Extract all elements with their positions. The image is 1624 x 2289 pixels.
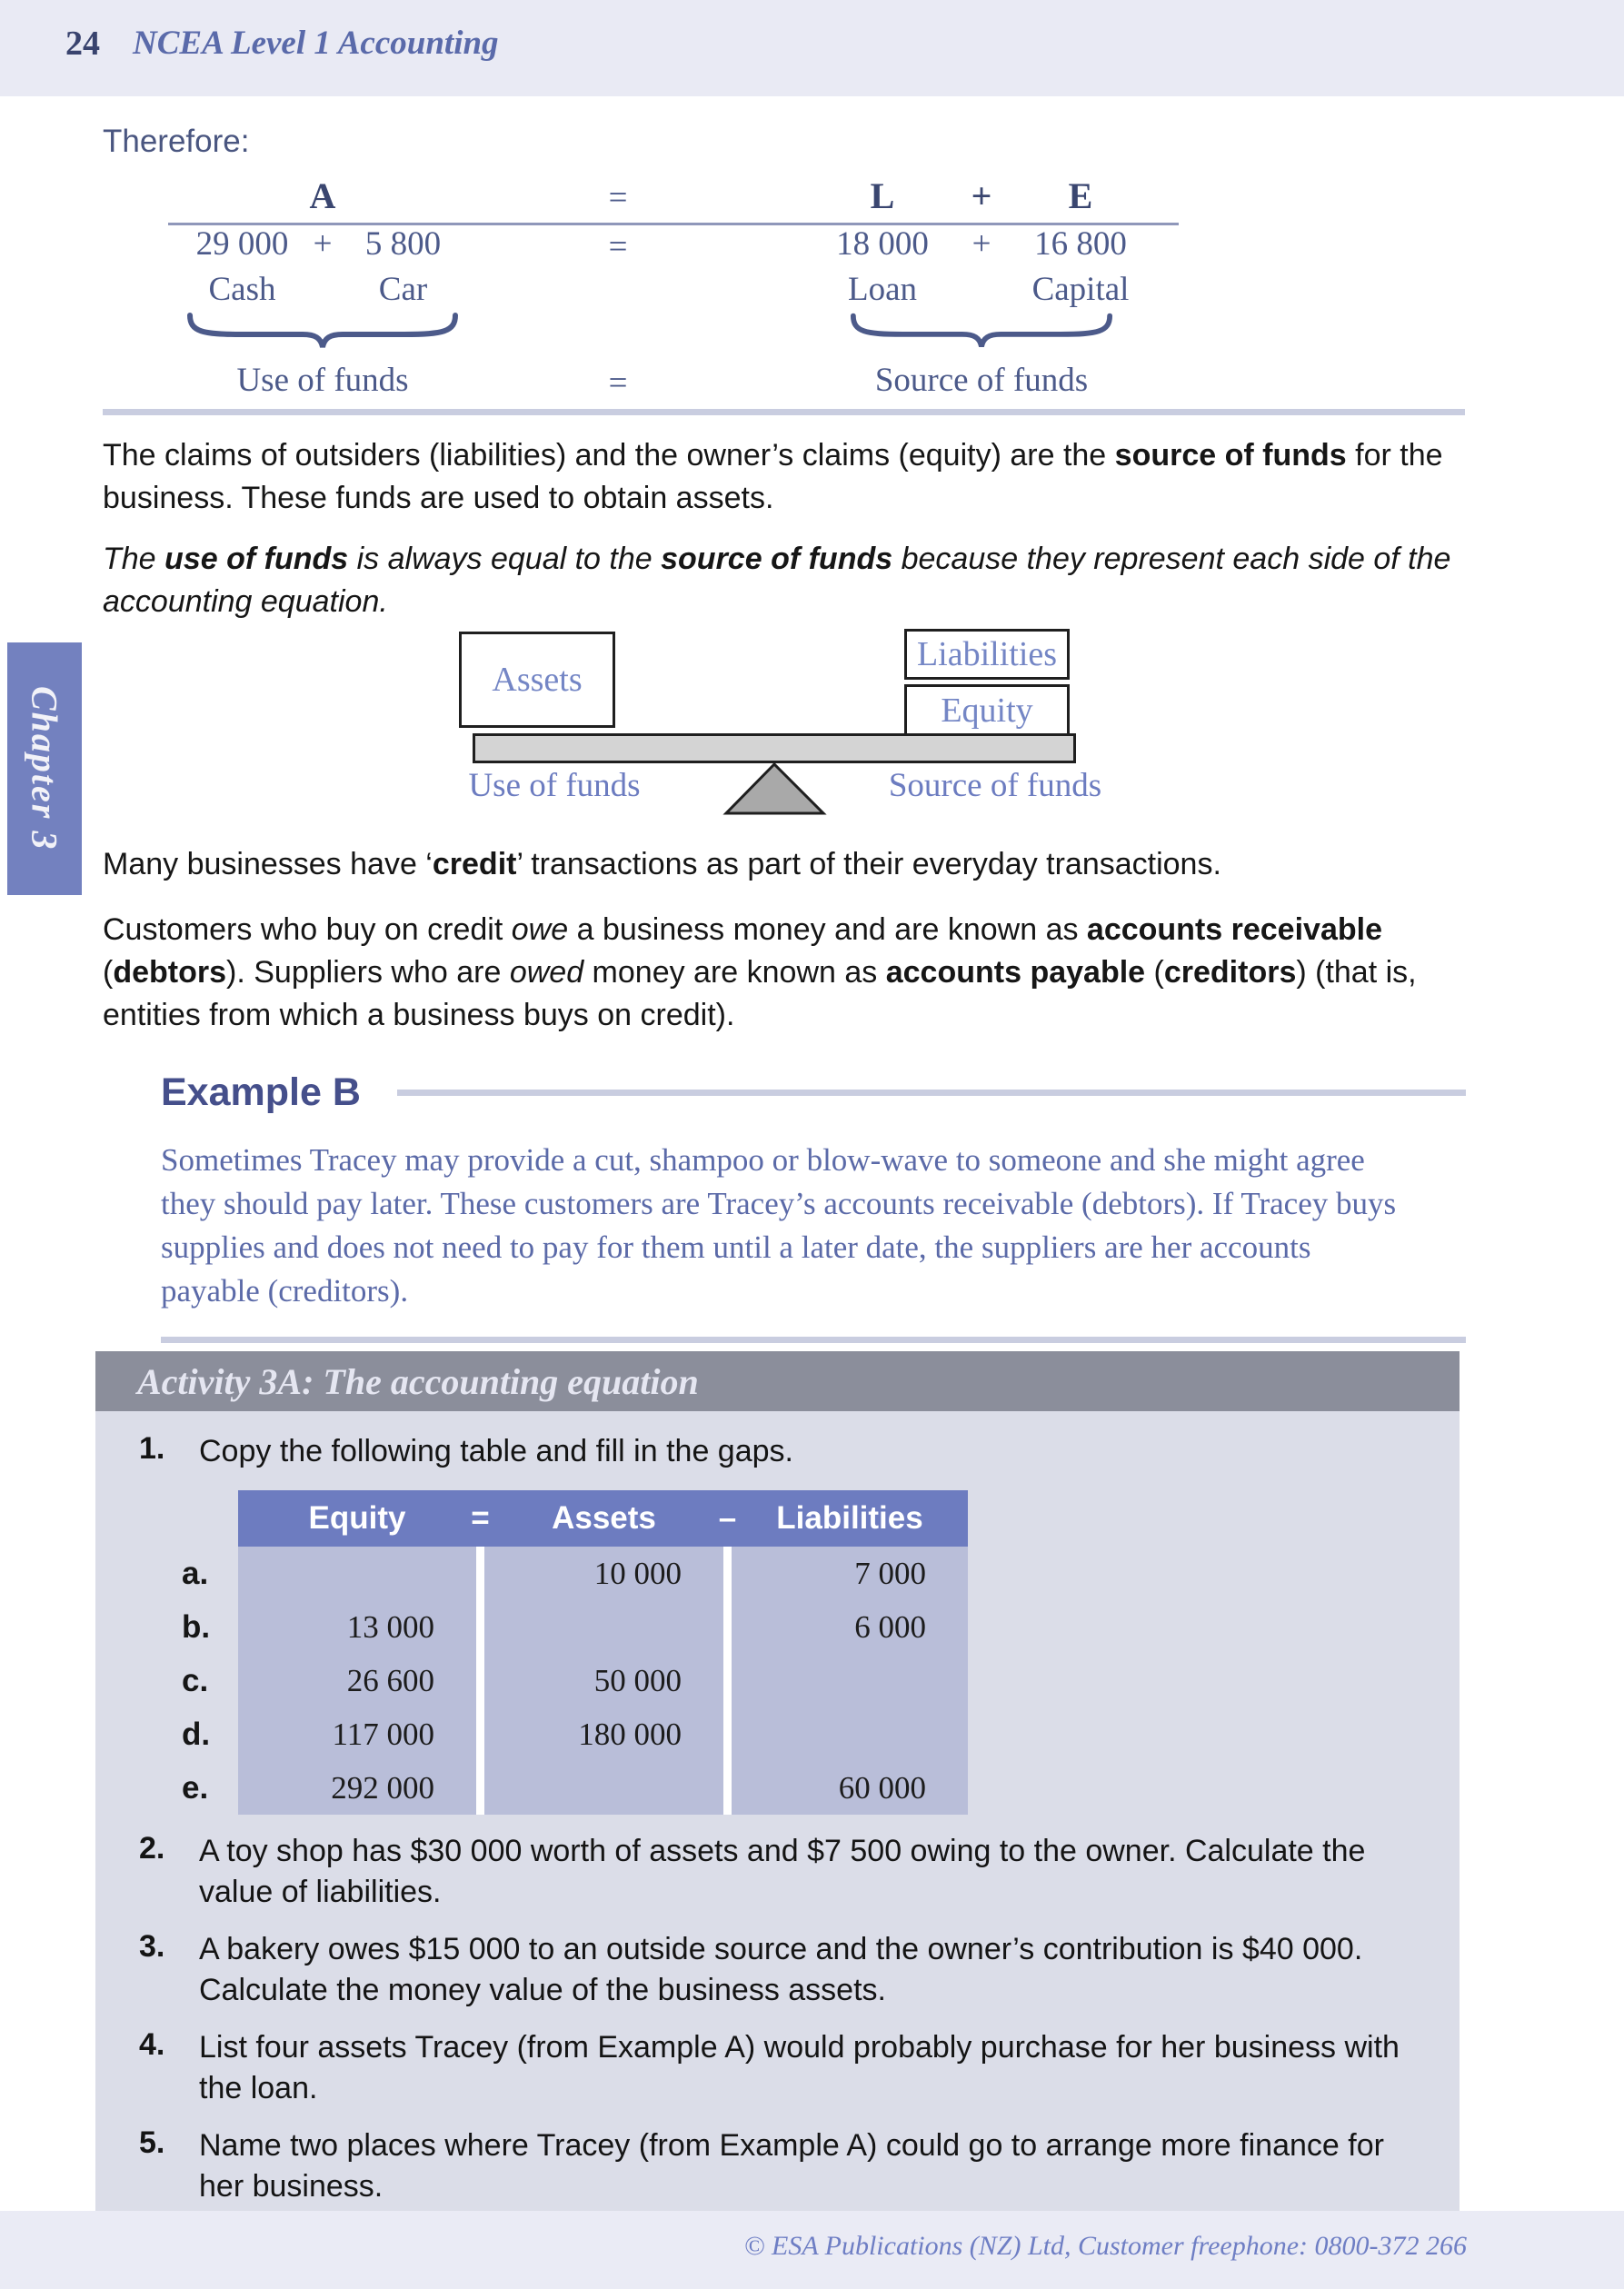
text-run-bold: debtors (113, 955, 227, 990)
footer-copyright: © ESA Publications (NZ) Ltd, Customer freephone: 0800-372 266 (743, 2231, 1467, 2261)
column-gap (476, 1707, 484, 1761)
source-of-funds-brace (809, 312, 1154, 355)
car-label: Car (378, 270, 428, 308)
paragraph-source-of-funds (103, 434, 1470, 520)
text-run: because they represent each side of the accounting equation. (103, 542, 1451, 619)
text-run-bold: accounts receivable (1086, 912, 1382, 947)
diagram-use-of-funds-label: Use of funds (468, 767, 641, 804)
cell-equity: 26 600 (238, 1654, 476, 1707)
brace-icon (186, 312, 459, 352)
text-run: ( (103, 955, 114, 990)
cell-assets: 180 000 (484, 1707, 723, 1761)
text-run-bold: source of funds (661, 542, 893, 576)
cell-equity (238, 1547, 476, 1600)
question-3 (95, 1929, 1460, 2011)
text-run-italic: owe (511, 912, 569, 947)
equation-claims-side (809, 171, 1154, 405)
cell-assets: 50 000 (484, 1654, 723, 1707)
plus-sign: + (313, 224, 333, 263)
book-title: NCEA Level 1 Accounting (133, 25, 499, 62)
loan-amount: 18 000 (836, 224, 929, 263)
question-4 (95, 2027, 1460, 2109)
cell-equity: 292 000 (238, 1761, 476, 1815)
column-gap (723, 1654, 732, 1707)
text-run-bold: accounts payable (885, 955, 1146, 990)
equation-e: E (1068, 175, 1093, 216)
activity-title: Activity 3A: The accounting equation (137, 1360, 699, 1402)
fulcrum-triangle-icon (722, 761, 827, 816)
cell-liabilities: 7 000 (732, 1547, 968, 1600)
header-equals: = (471, 1500, 490, 1536)
text-run-italic: owed (509, 955, 584, 990)
paragraph-debtors-creditors (103, 909, 1470, 1037)
cell-equity: 117 000 (238, 1707, 476, 1761)
text-run-bold: creditors (1163, 955, 1297, 990)
column-gap (476, 1654, 484, 1707)
text-run: Customers who buy on credit (103, 912, 512, 947)
table-header (238, 1490, 968, 1547)
header-liabilities: Liabilities (776, 1500, 923, 1536)
text-run: ). Suppliers who are (226, 955, 510, 990)
section-divider-rule (103, 409, 1465, 415)
assets-box (459, 632, 615, 728)
column-gap (723, 1547, 732, 1600)
cell-assets (484, 1761, 723, 1815)
text-run: a business money and are known as (568, 912, 1087, 947)
equals-sign: = (608, 228, 628, 265)
therefore-label: Therefore: (103, 124, 250, 159)
accounting-table (238, 1490, 968, 1815)
example-bottom-rule (161, 1337, 1466, 1343)
spacer (303, 266, 343, 312)
row-label: a. (182, 1556, 209, 1591)
question-number: 1. (139, 1431, 165, 1466)
equals-sign: = (608, 364, 628, 402)
text-run: ) (that is, entities from which a business buys on credit). (103, 955, 1417, 1032)
equation-l: L (870, 175, 895, 216)
cell-assets: 10 000 (484, 1547, 723, 1600)
cell-assets (484, 1600, 723, 1654)
column-gap (723, 1707, 732, 1761)
question-number: 4. (139, 2027, 165, 2062)
question-text: Name two places where Tracey (from Example A) could go to arrange more finance for her business. (199, 2128, 1384, 2204)
heading-rule (397, 1090, 1466, 1096)
header-minus: – (718, 1500, 737, 1536)
cell-liabilities: 6 000 (732, 1600, 968, 1654)
capital-amount: 16 800 (1034, 224, 1127, 263)
table-body (238, 1547, 968, 1815)
column-gap (476, 1600, 484, 1654)
column-gap (476, 1761, 484, 1815)
cash-label: Cash (208, 270, 276, 308)
text-run-bold: use of funds (164, 542, 349, 576)
cell-equity: 13 000 (238, 1600, 476, 1654)
example-b-heading-row (161, 1070, 1466, 1115)
activity-title-bar (95, 1351, 1460, 1411)
row-label: d. (182, 1717, 211, 1752)
paragraph-use-equals-source (103, 538, 1470, 623)
cell-liabilities: 60 000 (732, 1761, 968, 1815)
row-label: e. (182, 1770, 209, 1806)
table-row-labels (182, 1490, 238, 1815)
text-run: The (103, 542, 165, 576)
liabilities-box-label: Liabilities (916, 635, 1058, 673)
plus-sign: + (971, 175, 992, 216)
loan-label: Loan (847, 270, 918, 308)
text-run: for the business. These funds are used to obtain assets. (103, 438, 1443, 515)
diagram-source-of-funds-label: Source of funds (888, 767, 1102, 804)
equals-sign: = (608, 179, 628, 216)
example-b-section (161, 1070, 1466, 1343)
cell-liabilities (732, 1654, 968, 1707)
paragraph-credit (103, 843, 1470, 886)
footer-band (0, 2211, 1624, 2289)
equation-a: A (309, 175, 336, 216)
equation-table-wrapper (182, 1490, 1460, 1815)
use-of-funds-label: Use of funds (236, 362, 409, 399)
question-1 (95, 1431, 1460, 1472)
page-number: 24 (65, 25, 100, 63)
equation-assets-side (182, 171, 463, 405)
text-run: ’ transactions as part of their everyday transactions. (516, 847, 1221, 881)
cash-amount: 29 000 (195, 224, 289, 263)
example-b-heading: Example B (161, 1070, 361, 1114)
question-text: A bakery owes $15 000 to an outside source and the owner’s contribution is $40 000. Calculate the money value of the business assets. (199, 1932, 1363, 2007)
question-text: Copy the following table and fill in the gaps. (199, 1434, 793, 1468)
text-run: The claims of outsiders (liabilities) and the owner’s claims (equity) are the (103, 438, 1115, 473)
seesaw-beam (473, 733, 1076, 763)
header-band (0, 0, 1624, 96)
column-gap (723, 1600, 732, 1654)
header-assets: Assets (552, 1500, 656, 1536)
cell-liabilities (732, 1707, 968, 1761)
example-b-body: Sometimes Tracey may provide a cut, shampoo or blow-wave to someone and she might agree they should pay later. These customers are Tracey’s accounts receivable (debtors). If Tracey buys supplies and does not need to pay for them until a later date, the suppliers are her accounts payable (creditors). (161, 1142, 1397, 1309)
question-number: 3. (139, 1929, 165, 1964)
text-run: Many businesses have ‘ (103, 847, 433, 881)
text-run: money are known as (583, 955, 886, 990)
column-gap (723, 1761, 732, 1815)
question-text: A toy shop has $30 000 worth of assets and $7 500 owing to the owner. Calculate the value of liabilities. (199, 1834, 1366, 1909)
accounting-equation (0, 171, 1624, 418)
equity-box-label: Equity (941, 692, 1033, 730)
assets-box-label: Assets (492, 661, 583, 699)
brace-icon (850, 312, 1113, 352)
capital-label: Capital (1031, 270, 1130, 308)
triangle-icon (722, 761, 827, 816)
source-of-funds-label: Source of funds (874, 362, 1089, 399)
chapter-tab (7, 642, 82, 895)
car-amount: 5 800 (364, 224, 442, 263)
plus-sign: + (971, 224, 991, 263)
text-run-bold: credit (432, 847, 517, 881)
row-label: c. (182, 1663, 209, 1698)
text-run-bold: source of funds (1114, 438, 1347, 473)
column-gap (476, 1547, 484, 1600)
use-of-funds-brace (182, 312, 463, 355)
question-text: List four assets Tracey (from Example A) would probably purchase for her business with the loan. (199, 2030, 1400, 2105)
row-label: b. (182, 1609, 211, 1645)
spacer (956, 266, 1007, 312)
text-run: is always equal to the (348, 542, 662, 576)
question-5 (95, 2125, 1460, 2207)
header-equity: Equity (308, 1500, 406, 1536)
liabilities-box (904, 629, 1070, 680)
question-2 (95, 1831, 1460, 1913)
equity-box (904, 684, 1070, 737)
chapter-tab-label: Chapter 3 (24, 686, 65, 851)
question-number: 5. (139, 2125, 165, 2160)
question-number: 2. (139, 1831, 165, 1866)
activity-3a-section (95, 1351, 1460, 2231)
text-run: ( (1145, 955, 1164, 990)
